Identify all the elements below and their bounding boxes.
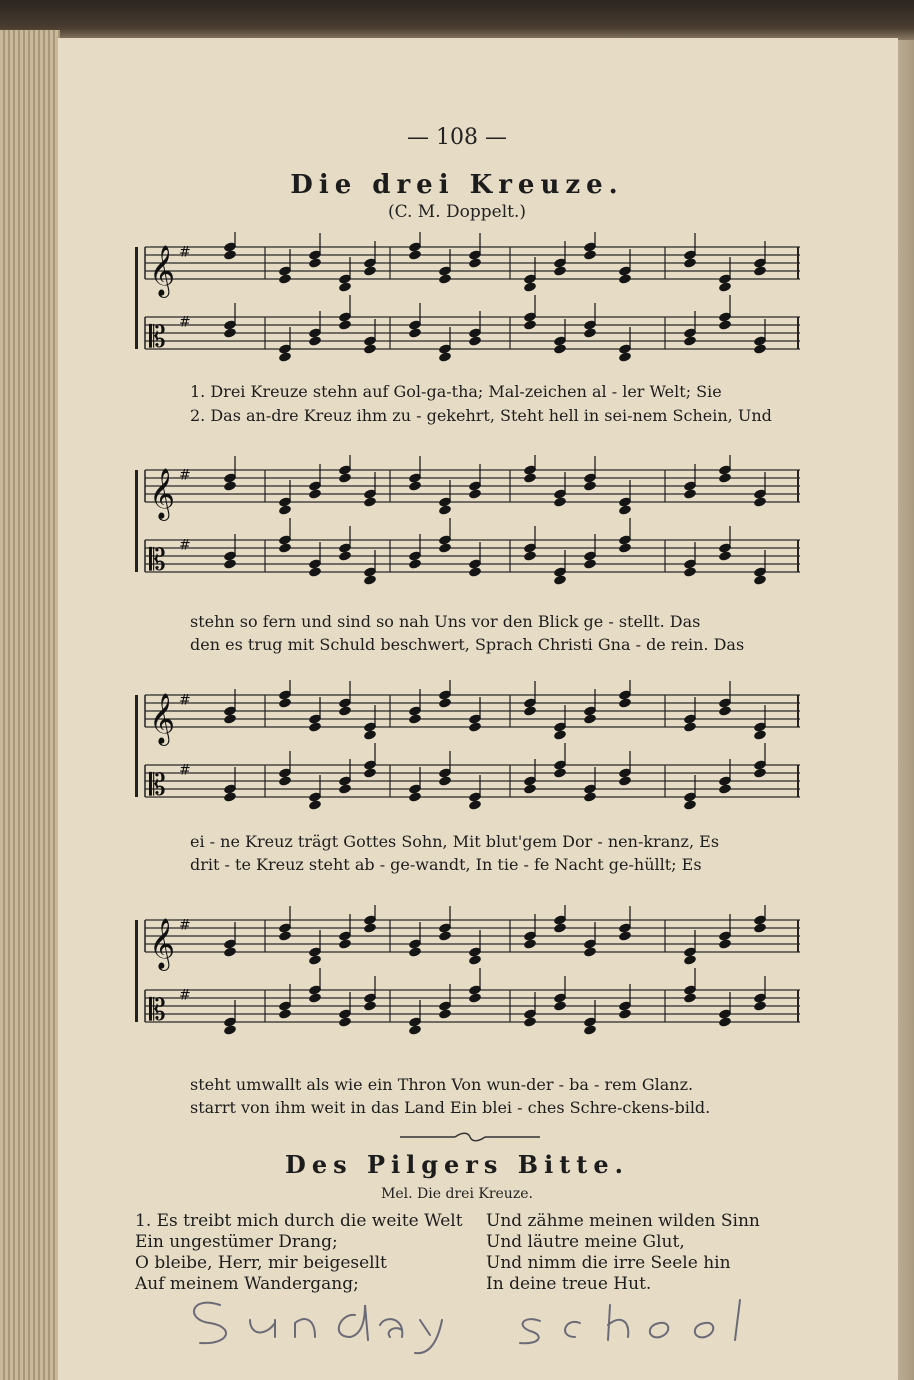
lyric-line: ei - ne Kreuz trägt Gottes Sohn, Mit blut'gem Dor - nen-kranz, Es xyxy=(190,832,720,851)
svg-text:#: # xyxy=(179,987,191,1004)
page-number: — 108 — xyxy=(407,125,507,150)
svg-text:#: # xyxy=(179,917,191,934)
lyric-line: 2. Das an-dre Kreuz ihm zu - gekehrt, Steht hell in sei-nem Schein, Und xyxy=(190,406,772,425)
verse-line: Auf meinem Wandergang; xyxy=(135,1274,359,1294)
music-system-3 xyxy=(135,680,800,830)
melody-note: Mel. Die drei Kreuze. xyxy=(381,1186,533,1202)
verse-right xyxy=(486,1211,760,1295)
verse-line: Und zähme meinen wilden Sinn xyxy=(486,1211,760,1231)
svg-text:#: # xyxy=(179,467,191,484)
verse-line: 1. Es treibt mich durch die weite Welt xyxy=(135,1211,463,1231)
book-binding xyxy=(0,0,914,40)
lyric-line: 1. Drei Kreuze stehn auf Gol-ga-tha; Mal-zeichen al - ler Welt; Sie xyxy=(190,382,722,401)
svg-text:#: # xyxy=(179,762,191,779)
svg-text:𝄞: 𝄞 xyxy=(149,918,176,969)
svg-text:𝄡: 𝄡 xyxy=(149,320,166,355)
svg-text:𝄡: 𝄡 xyxy=(149,993,166,1028)
verse-line: O bleibe, Herr, mir beigesellt xyxy=(135,1253,387,1273)
svg-text:#: # xyxy=(179,244,191,261)
music-system-1 xyxy=(135,232,800,382)
music-system-4 xyxy=(135,905,800,1055)
lyric-line: steht umwallt als wie ein Thron Von wun-der - ba - rem Glanz. xyxy=(190,1075,694,1094)
pencil-handwriting xyxy=(180,1285,830,1355)
verse-line: In deine treue Hut. xyxy=(486,1274,652,1294)
lyric-line: starrt von ihm weit in das Land Ein blei - ches Schre-ckens-bild. xyxy=(190,1098,711,1117)
lyric-line: stehn so fern und sind so nah Uns vor den Blick ge - stellt. Das xyxy=(190,612,701,631)
svg-text:#: # xyxy=(179,537,191,554)
verse-line: Ein ungestümer Drang; xyxy=(135,1232,338,1252)
lyric-line: drit - te Kreuz steht ab - ge-wandt, In tie - fe Nacht ge-hüllt; Es xyxy=(190,855,702,874)
music-system-2 xyxy=(135,455,800,605)
svg-text:𝄞: 𝄞 xyxy=(149,468,176,519)
hymn-meter: (C. M. Doppelt.) xyxy=(387,202,527,222)
svg-text:#: # xyxy=(179,692,191,709)
verse-line: Und nimm die irre Seele hin xyxy=(486,1253,731,1273)
svg-text:𝄡: 𝄡 xyxy=(149,768,166,803)
hymn-title: Die drei Kreuze. xyxy=(290,170,624,200)
svg-text:𝄡: 𝄡 xyxy=(149,543,166,578)
verse-left xyxy=(135,1211,463,1295)
svg-text:#: # xyxy=(179,314,191,331)
ornamental-rule xyxy=(400,1132,540,1142)
lyric-line: den es trug mit Schuld beschwert, Sprach Christi Gna - de rein. Das xyxy=(190,635,745,654)
svg-text:𝄞: 𝄞 xyxy=(149,245,176,296)
verse-line: Und läutre meine Glut, xyxy=(486,1232,685,1252)
hymn2-title: Des Pilgers Bitte. xyxy=(285,1150,629,1179)
svg-text:𝄞: 𝄞 xyxy=(149,693,176,744)
